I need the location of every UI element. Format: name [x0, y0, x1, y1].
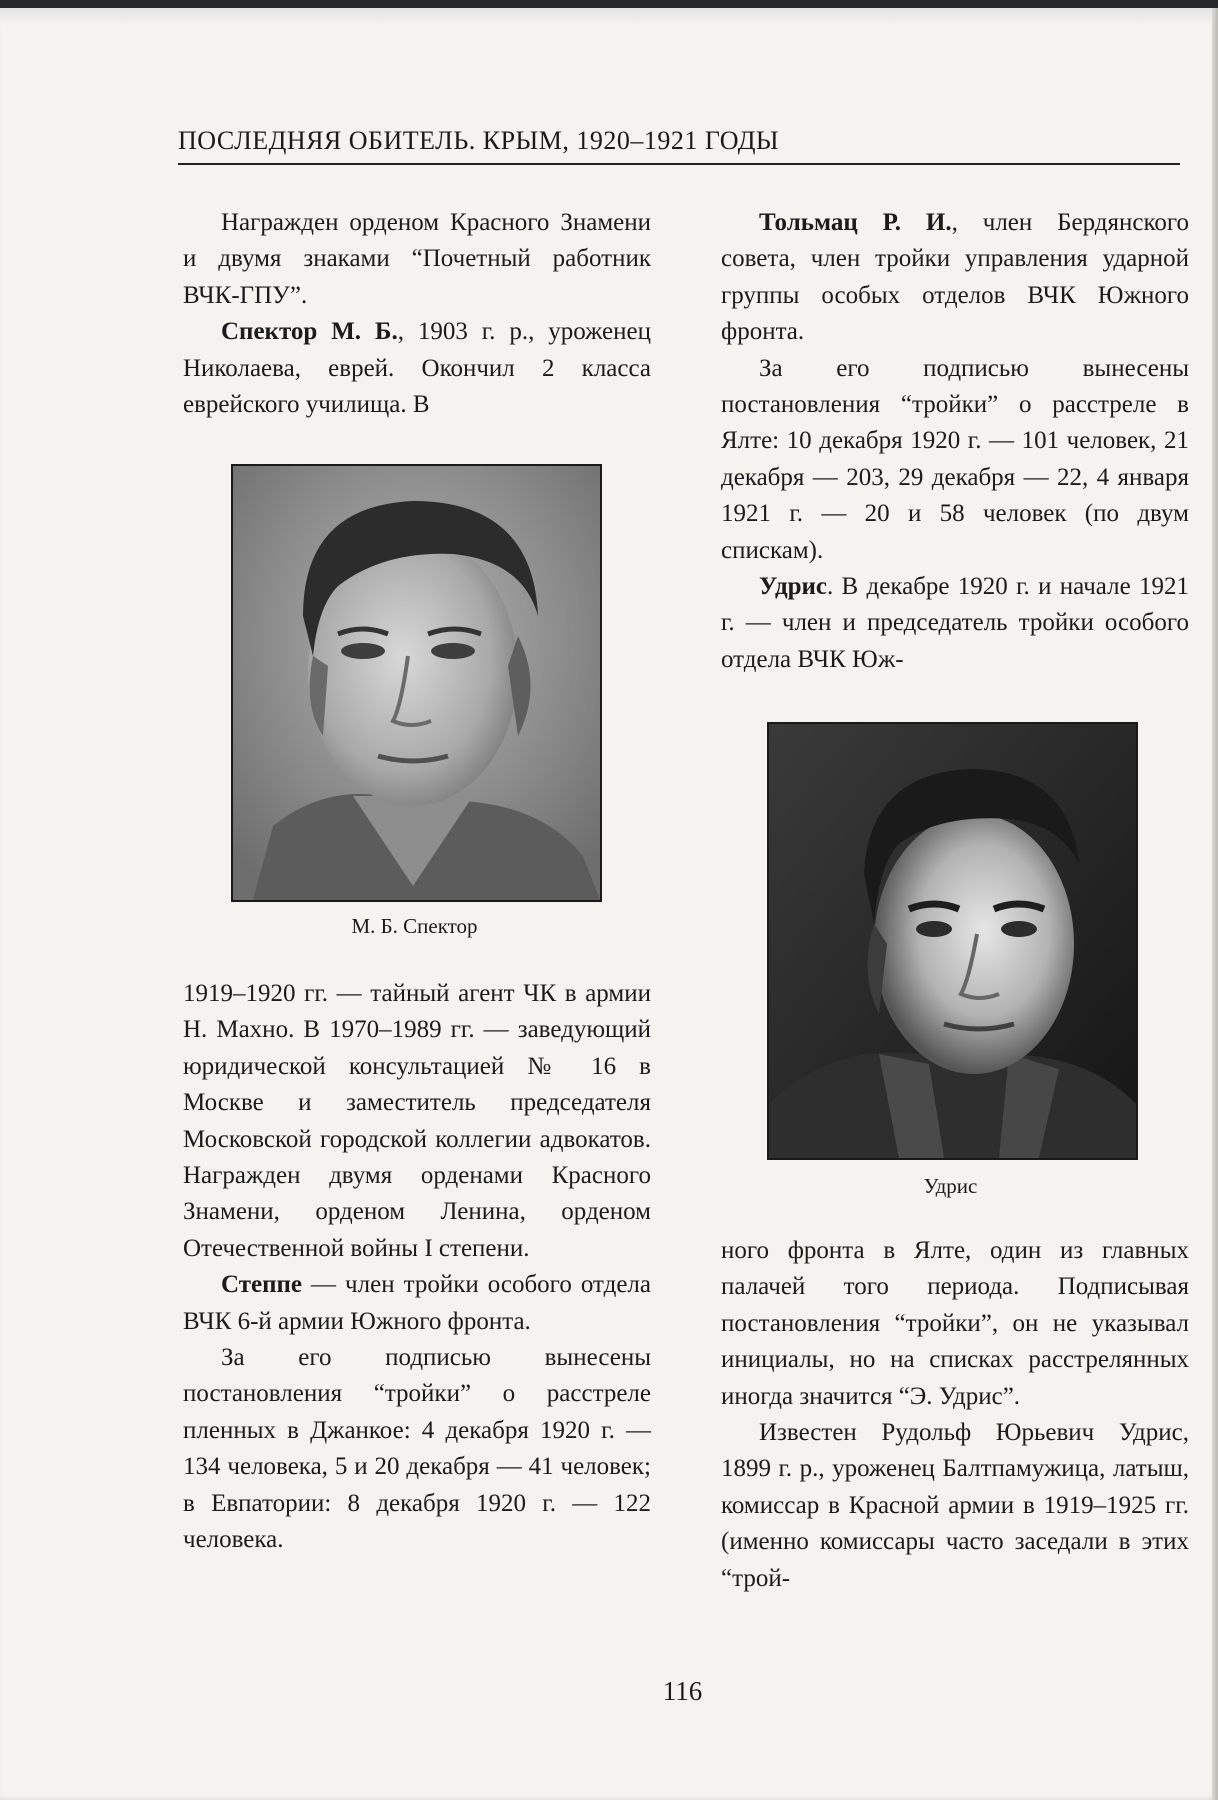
- paragraph-steppe: [183, 1267, 651, 1340]
- running-header: ПОСЛЕДНЯЯ ОБИТЕЛЬ. КРЫМ, 1920–1921 ГОДЫ: [178, 126, 780, 155]
- paragraph-spektor-continued: 1919–1920 гг. — тайный агент ЧК в армии Н. Махно. В 1970–1989 гг. — заведующий юридической консультацией № 16 в Москве и заместитель председателя Московской городской коллегии адвокатов. Награжден двумя орденами Красного Знамени, орденом Ленина, орденом Отечественной войны I степени.: [183, 980, 651, 1262]
- caption-udris: Удрис: [923, 1174, 978, 1198]
- paragraph-tolmats: [721, 205, 1189, 351]
- right-column-top: [721, 205, 1189, 678]
- right-column-bottom: [721, 1233, 1189, 1597]
- paragraph-award: Награжден орденом Красного Знамени и двумя знаками “Почетный работник ВЧК-ГПУ”.: [183, 209, 651, 309]
- portrait-spektor-image: [233, 466, 600, 900]
- page-number: 116: [662, 1676, 703, 1706]
- header-rule: [178, 163, 1180, 165]
- photo-udris: [767, 722, 1138, 1160]
- paragraph-rudolf-udris: Известен Рудольф Юрьевич Удрис, 1899 г. р., уроженец Балтпамужица, латыш, комиссар в Красной армии в 1919–1925 гг. (именно комиссары часто заседали в этих “трой-: [721, 1419, 1189, 1592]
- portrait-udris-image: [769, 724, 1136, 1158]
- page-top-shadow: [0, 8, 1218, 26]
- paragraph-steppe-executions: За его подписью вынесены постановления “тройки” о расстреле пленных в Джанкое: 4 декабря 1920 г. — 134 человека, 5 и 20 декабря — 41 человек; в Евпатории: 8 декабря 1920 г. — 122 человека.: [183, 1344, 651, 1554]
- name-steppe: Степпе: [221, 1271, 303, 1299]
- paragraph-udris: [721, 569, 1189, 678]
- book-page: [0, 8, 1218, 1800]
- name-udris: Удрис: [759, 573, 827, 601]
- page-edge: [1212, 8, 1218, 1800]
- paragraph-spektor: [183, 314, 651, 423]
- paragraph-udris-continued: ного фронта в Ялте, один из главных палачей того периода. Подписывая постановления “тройки”, он не указывал инициалы, но на списках расстрелянных иногда значится “Э. Удрис”.: [721, 1237, 1189, 1410]
- paragraph-tolmats-executions: За его подписью вынесены постановления “тройки” о расстреле в Ялте: 10 декабря 1920 г. — 101 человек, 21 декабря — 203, 29 декабря — 22, 4 января 1921 г. — 20 и 58 человек (по двум спискам).: [721, 354, 1189, 564]
- name-spektor: Спектор М. Б.: [221, 318, 398, 346]
- caption-spektor: М. Б. Спектор: [351, 914, 478, 938]
- photo-spektor: [231, 464, 602, 902]
- name-tolmats: Тольмац Р. И.: [759, 209, 952, 236]
- left-column-bottom: [183, 976, 651, 1559]
- text-steppe: — член тройки особого отдела ВЧК 6-й армии Южного фронта.: [183, 1271, 651, 1335]
- text-udris: . В декабре 1920 г. и начале 1921 г. — член и председатель тройки особого отдела ВЧК Юж-: [721, 573, 1189, 673]
- text-spektor-intro: , 1903 г. р., уроженец Николаева, еврей. Окончил 2 класса еврейского училища. В: [183, 318, 651, 419]
- left-column-top: [183, 205, 651, 423]
- text-tolmats: , член Бердянского совета, член тройки управления ударной группы особых отделов ВЧК Южного фронта.: [721, 209, 1189, 346]
